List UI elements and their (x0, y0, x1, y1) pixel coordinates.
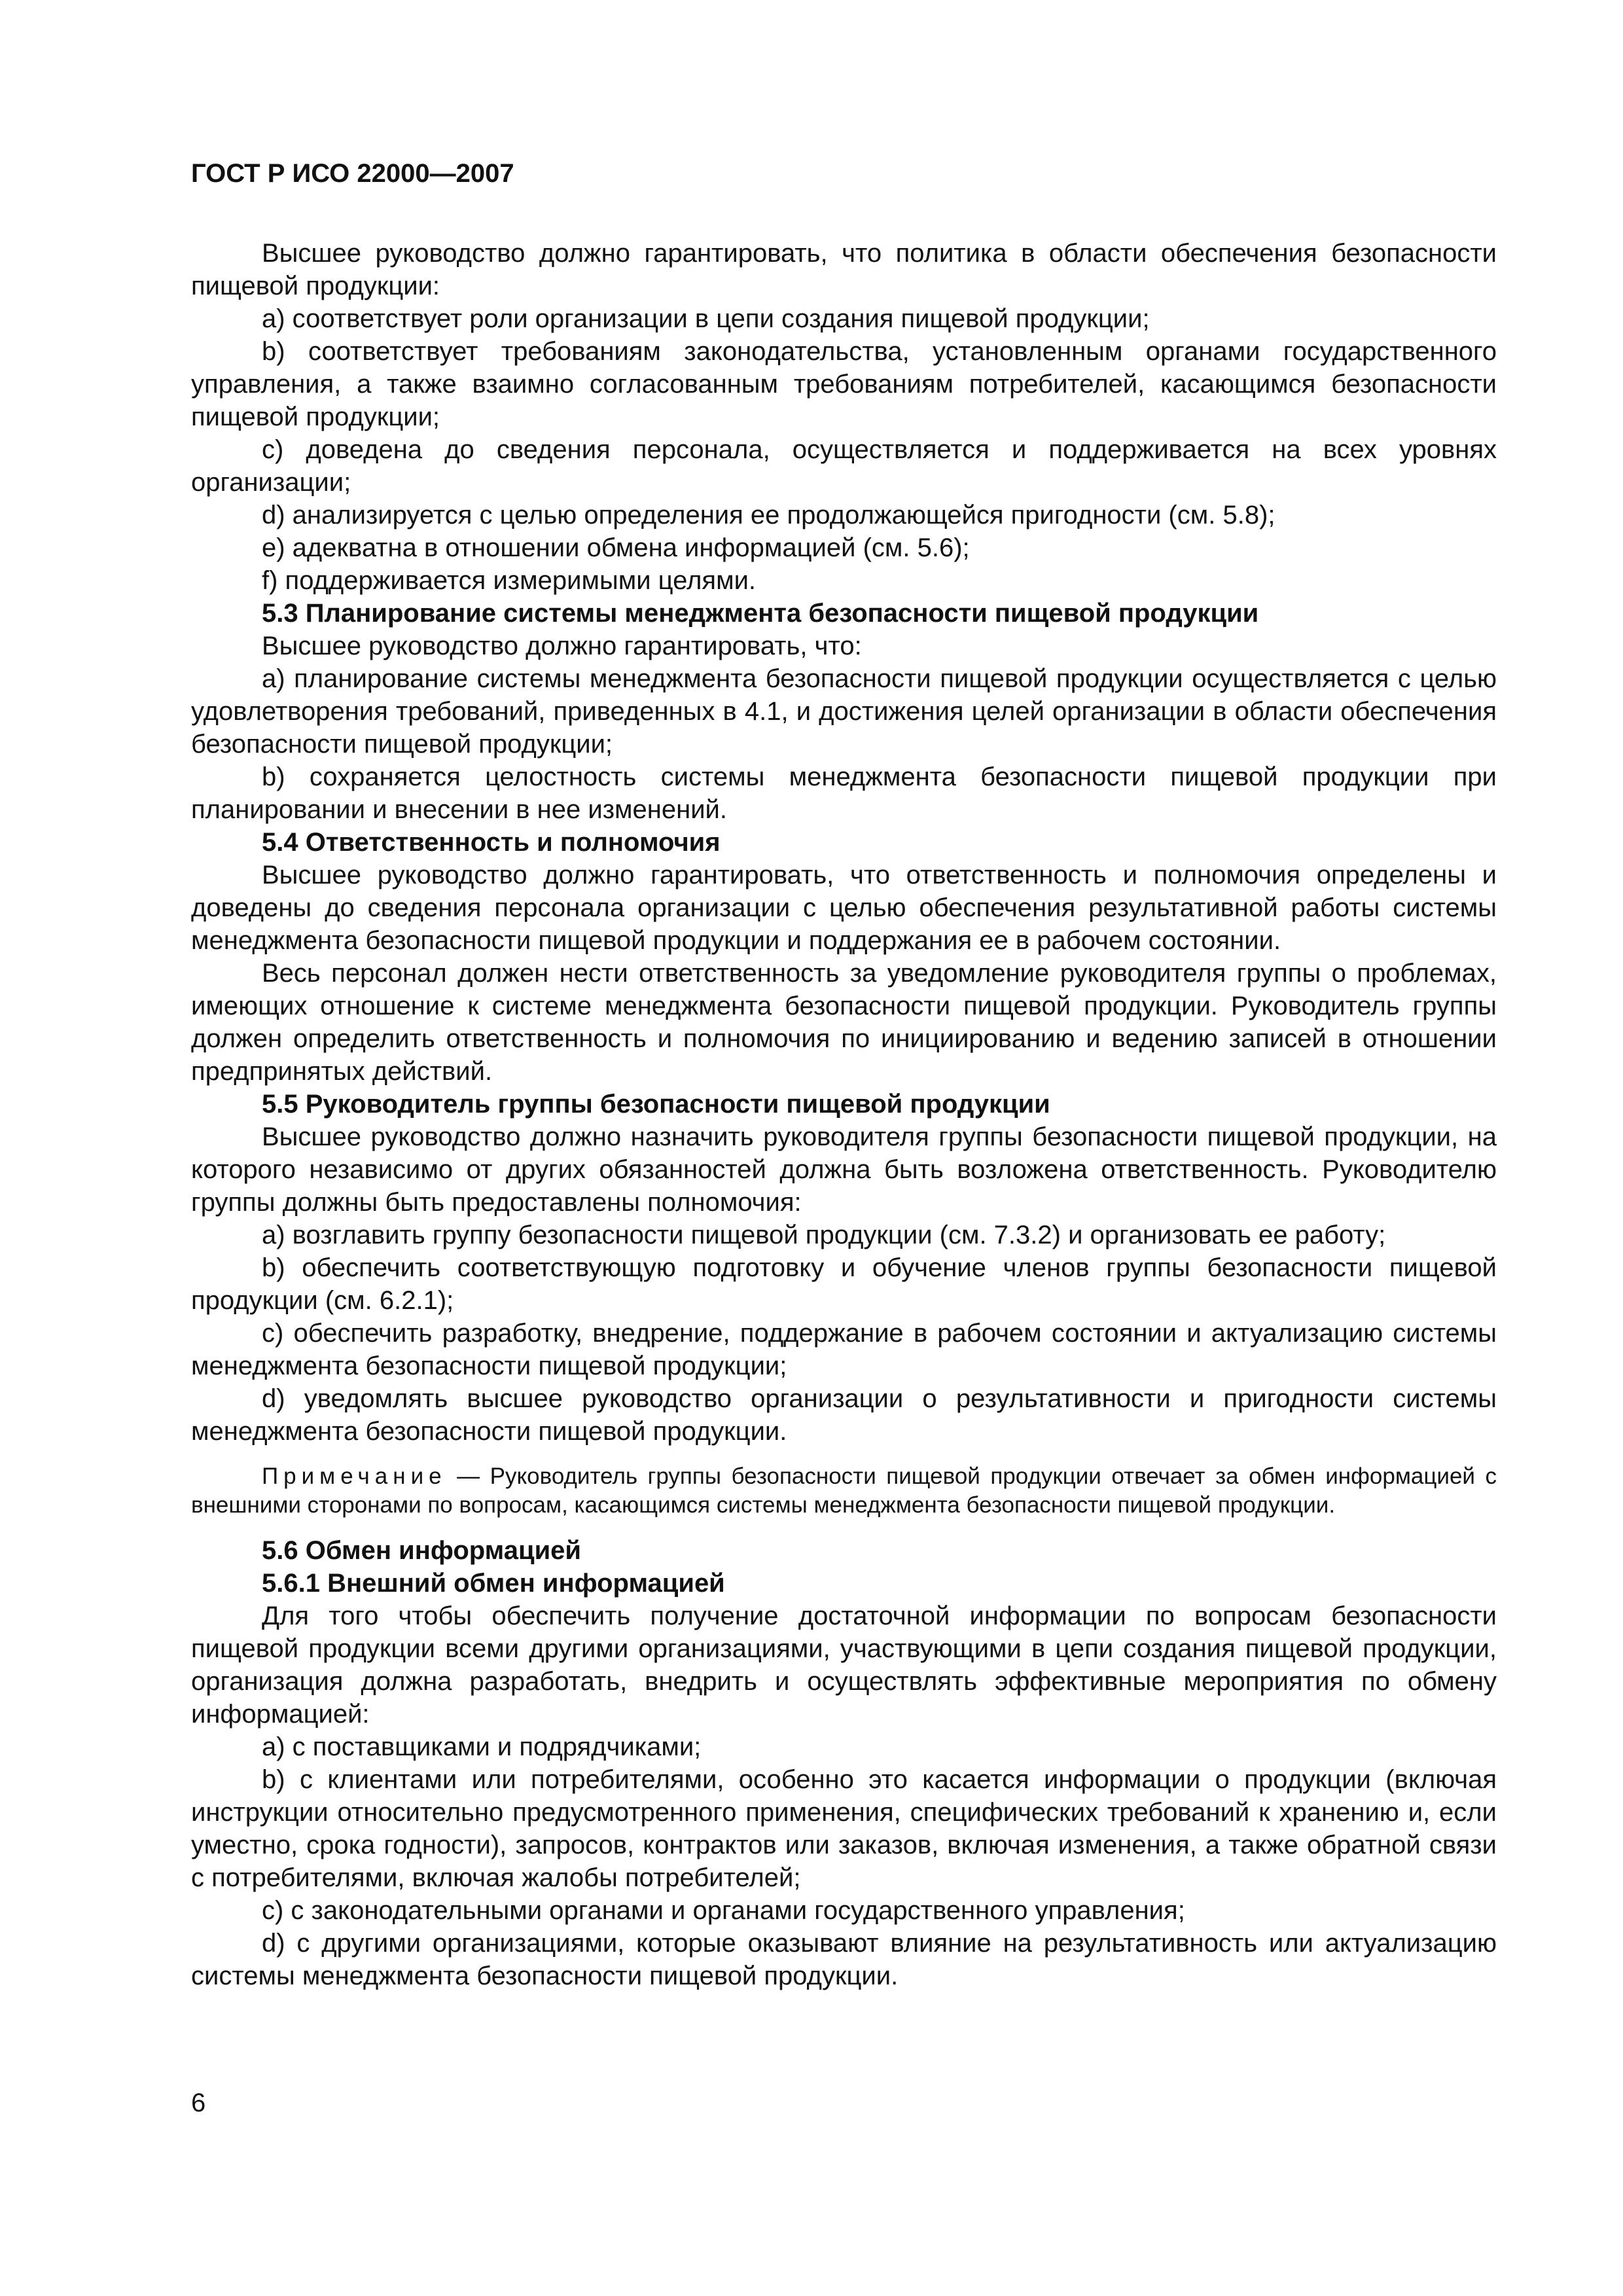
sec52-item-f: f) поддерживается измеримыми целями. (262, 566, 757, 595)
sec52-item-c: c) доведена до сведения персонала, осуществляется и поддерживается на всех уровнях организации; (191, 435, 1497, 497)
sec52-item-d: d) анализируется с целью определения ее продолжающейся пригодности (см. 5.8); (262, 501, 1275, 529)
sec55-item-a: a) возглавить группу безопасности пищевой продукции (см. 7.3.2) и организовать ее работу; (262, 1221, 1386, 1249)
sec54-paragraph-2: Весь персонал должен нести ответственность за уведомление руководителя группы о проблемах, имеющих отношение к системе менеджмента безопасности пищевой продукции. Руководитель группы должен определить ответственность и полномочия по инициированию и ведению записей в отношении предпринятых действий. (191, 959, 1497, 1086)
document-header (191, 157, 514, 190)
sec52-item-b: b) соответствует требованиям законодательства, установленным органами государственного управления, а также взаимно согласованным требованиям потребителей, касающимся безопасности пищевой продукции; (191, 337, 1497, 431)
sec55-item-b: b) обеспечить соответствующую подготовку и обучение членов группы безопасности пищевой продукции (см. 6.2.1); (191, 1253, 1497, 1315)
page-number: 6 (191, 2089, 206, 2117)
section-heading-5-3: 5.3 Планирование системы менеджмента безопасности пищевой продукции (262, 599, 1259, 628)
sec55-item-d: d) уведомлять высшее руководство организации о результативности и пригодности системы менеджмента безопасности пищевой продукции. (191, 1384, 1497, 1446)
sec52-item-a: a) соответствует роли организации в цепи создания пищевой продукции; (262, 304, 1150, 333)
note-label: Примечание (262, 1463, 447, 1489)
sec561-item-c: c) с законодательными органами и органами государственного управления; (262, 1896, 1185, 1925)
sec53-item-b: b) сохраняется целостность системы менеджмента безопасности пищевой продукции при планировании и внесении в нее изменений. (191, 762, 1497, 824)
standard-title: ГОСТ Р ИСО 22000—2007 (191, 159, 514, 188)
sec561-intro: Для того чтобы обеспечить получение достаточной информации по вопросам безопасности пищевой продукции всеми другими организациями, участвующими в цепи создания пищевой продукции, организация должна разработать, внедрить и осуществлять эффективные мероприятия по обмену информацией: (191, 1602, 1497, 1729)
sec561-item-a: a) с поставщиками и подрядчиками; (262, 1732, 702, 1761)
sec55-note (191, 1462, 1497, 1520)
sec53-item-a: a) планирование системы менеджмента безопасности пищевой продукции осуществляется с целью удовлетворения требований, приведенных в 4.1, и достижения целей организации в области обеспечения безопасности пищевой продукции; (191, 664, 1497, 759)
section-heading-5-6: 5.6 Обмен информацией (262, 1536, 582, 1565)
sec55-item-c: c) обеспечить разработку, внедрение, поддержание в рабочем состоянии и актуализацию системы менеджмента безопасности пищевой продукции; (191, 1319, 1497, 1380)
sec561-item-b: b) с клиентами или потребителями, особенно это касается информации о продукции (включая инструкции относительно предусмотренного применения, специфических требований к хранению и, если уместно, срока годности), запросов, контрактов или заказов, включая изменения, а также обратной связи с потребителями, включая жалобы потребителей; (191, 1765, 1497, 1892)
section-heading-5-6-1: 5.6.1 Внешний обмен информацией (262, 1569, 725, 1598)
sec54-paragraph-1: Высшее руководство должно гарантировать, что ответственность и полномочия определены и доведены до сведения персонала организации с целью обеспечения результативной работы системы менеджмента безопасности пищевой продукции и поддержания ее в рабочем состоянии. (191, 861, 1497, 955)
sec561-item-d: d) с другими организациями, которые оказывают влияние на результативность или актуализацию системы менеджмента безопасности пищевой продукции. (191, 1929, 1497, 1990)
page-content (191, 237, 1497, 1992)
section-heading-5-5: 5.5 Руководитель группы безопасности пищевой продукции (262, 1090, 1050, 1119)
sec52-intro: Высшее руководство должно гарантировать, что политика в области обеспечения безопасности пищевой продукции: (191, 239, 1497, 300)
sec55-intro: Высшее руководство должно назначить руководителя группы безопасности пищевой продукции, на которого независимо от других обязанностей должна быть возложена ответственность. Руководителю группы должны быть предоставлены полномочия: (191, 1122, 1497, 1217)
sec52-item-e: e) адекватна в отношении обмена информацией (см. 5.6); (262, 533, 970, 562)
note-text: — Руководитель группы безопасности пищевой продукции отвечает за обмен информацией с внешними сторонами по вопросам, касающимся системы менеджмента безопасности пищевой продукции. (191, 1463, 1497, 1518)
sec53-intro: Высшее руководство должно гарантировать, что: (262, 632, 862, 660)
section-heading-5-4: 5.4 Ответственность и полномочия (262, 828, 721, 857)
